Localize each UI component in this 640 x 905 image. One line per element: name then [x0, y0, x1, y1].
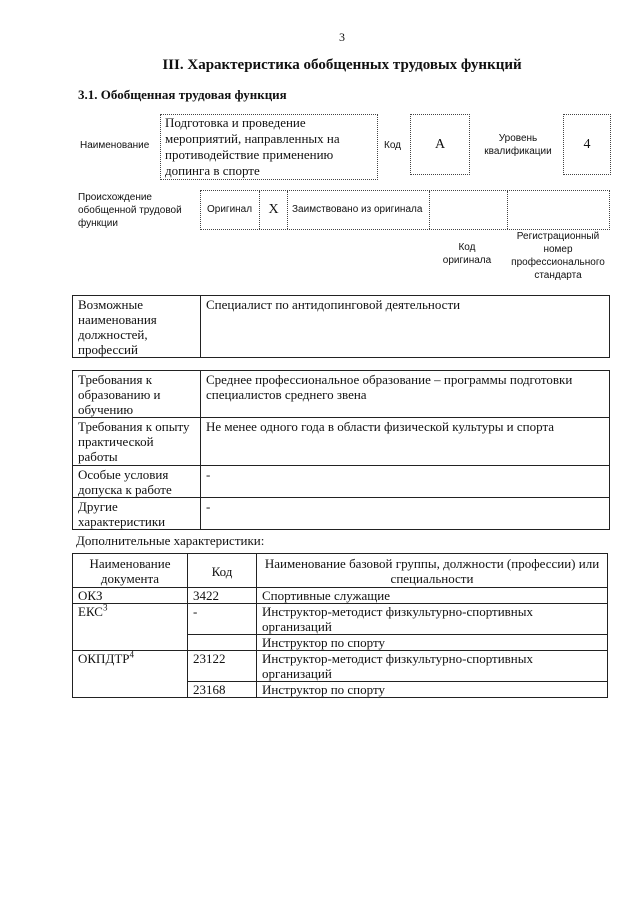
table-body	[73, 371, 610, 530]
requirement-value-cell: -	[201, 498, 610, 530]
column-header-document: Наименование документа	[73, 554, 188, 588]
footnote-marker: 3	[102, 603, 108, 613]
origin-reg-number-cell	[507, 191, 609, 229]
code-cell: -	[188, 604, 257, 635]
code-cell: 3422	[188, 588, 257, 604]
origin-reg-number-caption: Регистрационный номер профессионального стандарта	[511, 231, 605, 281]
origin-label: Происхождение обобщенной трудовой функции	[78, 192, 182, 229]
requirement-row	[73, 498, 610, 530]
document-name: ОКПДТР	[78, 651, 130, 666]
function-name-box	[160, 114, 378, 180]
footnote-marker: 4	[129, 650, 134, 660]
document-cell	[73, 604, 188, 651]
qualification-level-label: Уровень квалификации	[484, 133, 552, 157]
column-header-code: Код	[188, 554, 257, 588]
origin-original-label: Оригинал	[207, 204, 253, 215]
page-number: 3	[339, 30, 345, 44]
table-row	[73, 651, 608, 682]
document-name: ОКЗ	[78, 588, 103, 603]
name-cell: Инструктор-методист физкультурно-спортивных организаций	[257, 651, 608, 682]
table-header-row	[73, 554, 608, 588]
code-cell	[188, 635, 257, 651]
requirement-row	[73, 418, 610, 466]
code-cell: 23122	[188, 651, 257, 682]
origin-row	[200, 190, 610, 230]
requirement-label-cell: Другие характеристики	[73, 498, 201, 530]
qualification-level-box	[563, 114, 611, 175]
subsection-title: 3.1. Обобщенная трудовая функция	[78, 87, 287, 102]
positions-value-cell: Специалист по антидопинговой деятельности	[201, 296, 610, 358]
name-cell: Спортивные служащие	[257, 588, 608, 604]
name-cell: Инструктор по спорту	[257, 635, 608, 651]
document-cell	[73, 588, 188, 604]
function-code-value: A	[434, 137, 446, 152]
code-cell: 23168	[188, 682, 257, 698]
table-body	[73, 296, 610, 358]
function-code-label: Код	[384, 140, 402, 151]
document-name: ЕКС	[78, 604, 103, 619]
additional-characteristics-table	[72, 553, 608, 698]
name-cell: Инструктор-методист физкультурно-спортивных организаций	[257, 604, 608, 635]
positions-label-cell: Возможные наименования должностей, профессий	[73, 296, 201, 358]
requirements-table	[72, 370, 610, 530]
requirement-value-cell: -	[201, 466, 610, 498]
function-name-value: Подготовка и проведение мероприятий, направленных на противодействие применению допинга в спорте	[165, 115, 340, 178]
qualification-level-value: 4	[583, 137, 591, 152]
requirement-label-cell: Требования к опыту практической работы	[73, 418, 201, 466]
requirement-value-cell: Среднее профессиональное образование – программы подготовки специалистов среднего звена	[201, 371, 610, 418]
requirement-label-cell: Особые условия допуска к работе	[73, 466, 201, 498]
requirement-row	[73, 466, 610, 498]
section-title: III. Характеристика обобщенных трудовых функций	[162, 57, 522, 73]
table-row	[73, 588, 608, 604]
positions-table	[72, 295, 610, 358]
origin-code-caption: Код оригинала	[442, 242, 492, 266]
document-cell	[73, 651, 188, 698]
table-body	[73, 554, 608, 698]
name-cell: Инструктор по спорту	[257, 682, 608, 698]
function-name-label: Наименование	[80, 140, 150, 151]
requirement-label-cell: Требования к образованию и обучению	[73, 371, 201, 418]
origin-original-mark: X	[259, 191, 287, 229]
origin-borrowed-label: Заимствовано из оригинала	[287, 191, 429, 229]
function-code-box	[410, 114, 470, 175]
origin-code-cell	[429, 191, 507, 229]
additional-caption: Дополнительные характеристики:	[76, 533, 265, 548]
requirement-row	[73, 371, 610, 418]
requirement-value-cell: Не менее одного года в области физической культуры и спорта	[201, 418, 610, 466]
table-row	[73, 296, 610, 358]
table-row	[73, 604, 608, 635]
column-header-name: Наименование базовой группы, должности (профессии) или специальности	[257, 554, 608, 588]
